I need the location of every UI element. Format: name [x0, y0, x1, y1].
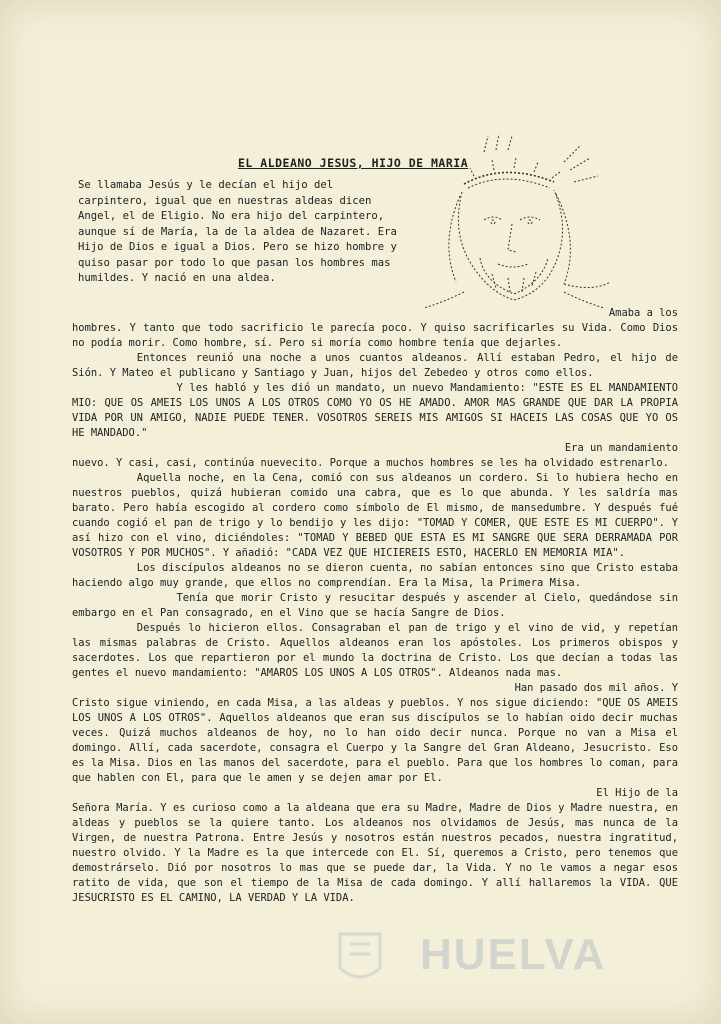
watermark-text: HUELVA: [420, 930, 607, 979]
paragraph-9-lead: Han pasado dos mil años. Y: [514, 682, 678, 694]
paragraph-3: Y les habló y les dió un mandato, un nuevo Mandamiento: "ESTE ES EL MANDAMIENTO MIO: QUE OS AMEIS LOS UNOS A LOS OTROS COMO YO OS HE AMADO. AMOR MAS GRANDE QUE DAR LA PROPIA VIDA POR UN AMIGO, NADIE PUEDE TENER. VOSOTROS SEREIS MIS AMIGOS SI HACEIS LAS COSAS QUE YO OS HE MANDADO.": [72, 382, 678, 439]
paragraph-6: Los discípulos aldeanos no se dieron cuenta, no sabían entonces sino que Cristo estaba haciendo algo muy grande, que ellos no comprendían. Era la Misa, la Primera Misa.: [72, 562, 678, 589]
paragraph-4-lead: Era un mandamiento: [564, 442, 678, 454]
paragraph-1-lead: Amaba a los: [608, 307, 678, 319]
intro-paragraph: Se llamaba Jesús y le decían el hijo del carpintero, igual que en nuestras aldeas dicen Angel, el de Eligio. No era hijo del carpintero, aunque sí de María, la de la aldea de Nazaret. Era Hijo de Dios e igual a Dios. Pero se hizo hombre y quiso pasar por todo lo que pasan los hombres mas humildes. Y nació en una aldea.: [78, 179, 397, 284]
paragraph-1: hombres. Y tanto que todo sacrificio le parecía poco. Y quiso sacrificarles su Vida. Como Dios no podía morir. Como hombre, sí. Pero si moría como hombre tenía que dejarles.: [72, 322, 678, 349]
jesus-sketch-illustration: [404, 132, 616, 310]
paragraph-2: Entonces reunió una noche a unos cuantos aldeanos. Allí estaban Pedro, el hijo de Sión. Y Mateo el publicano y Santiago y Juan, hijos del Zebedeo y otros como ellos.: [72, 352, 678, 379]
document-body: [72, 306, 678, 906]
paragraph-10-lead: El Hijo de la: [596, 787, 678, 799]
paragraph-7: Tenía que morir Cristo y resucitar después y ascender al Cielo, quedándose sin embargo en el Pan consagrado, en el Vino que se hacía Sangre de Dios.: [72, 592, 678, 619]
document-title: EL ALDEANO JESUS, HIJO DE MARIA: [238, 156, 469, 170]
paragraph-8: Después lo hicieron ellos. Consagraban el pan de trigo y el vino de vid, y repetían las mismas palabras de Cristo. Aquellos aldeanos eran los apóstoles. Los primeros obispos y sacerdotes. Los que repartieron por el mundo la doctrina de Cristo. Los que decían a todas las gentes el nuevo mandamiento: "AMAROS LOS UNOS A LOS OTROS". Aldeanos nada mas.: [72, 622, 678, 679]
paragraph-4: nuevo. Y casi, casi, continúa nuevecito. Porque a muchos hombres se les ha olvidado estrenarlo.: [72, 457, 669, 469]
paragraph-10: Señora María. Y es curioso como a la aldeana que era su Madre, Madre de Dios y Madre nuestra, en aldeas y pueblos se la quiere tanto. Los aldeanos nos olvidamos de Jesús, mas nunca de la Virgen, de nuestra Patrona. Entre Jesús y nosotros están nuestros pecados, nuestra ingratitud, nuestro olvido. Y la Madre es la que intercede con El. Sí, queremos a Cristo, pero tenemos que demostrárselo. Dió por nosotros lo mas que se puede dar, la Vida. Y no le vamos a negar esos ratito de vida, que son el tiempo de la Misa de cada domingo. Y allí hallaremos la VIDA. QUE JESUCRISTO ES EL CAMINO, LA VERDAD Y LA VIDA.: [72, 802, 678, 904]
paragraph-5: Aquella noche, en la Cena, comió con sus aldeanos un cordero. Si lo hubiera hecho en nuestros pueblos, quizá hubieran comido una cabra, que es lo que abunda. Y les saldría mas barato. Pero había escogido al cordero como símbolo de El mismo, de mansedumbre. Y después fué cuando cogió el pan de trigo y lo bendijo y les dijo: "TOMAD Y COMER, QUE ESTE ES MI CUERPO". Y así hizo con el vino, diciéndoles: "TOMAD Y BEBED QUE ESTA ES MI SANGRE QUE SERA DERRAMADA POR VOSOTROS Y POR MUCHOS". Y añadió: "CADA VEZ QUE HICIEREIS ESTO, HACERLO EN MEMORIA MIA".: [72, 472, 678, 559]
paragraph-9: Cristo sigue viniendo, en cada Misa, a las aldeas y pueblos. Y nos sigue diciendo: "QUE OS AMEIS LOS UNOS A LOS OTROS". Aquellos aldeanos que eran sus discípulos se lo habían oido decir muchas veces. Quizá muchos aldeanos de hoy, no lo han oido decir nunca. Porque no van a Misa el domingo. Allí, cada sacerdote, consagra el Cuerpo y la Sangre del Gran Aldeano, Jesucristo. Eso es la Misa. Dios en las manos del sacerdote, para el pueblo. Para que los hombres lo coman, para que hablen con El, para que le amen y se dejen amar por El.: [72, 697, 678, 784]
